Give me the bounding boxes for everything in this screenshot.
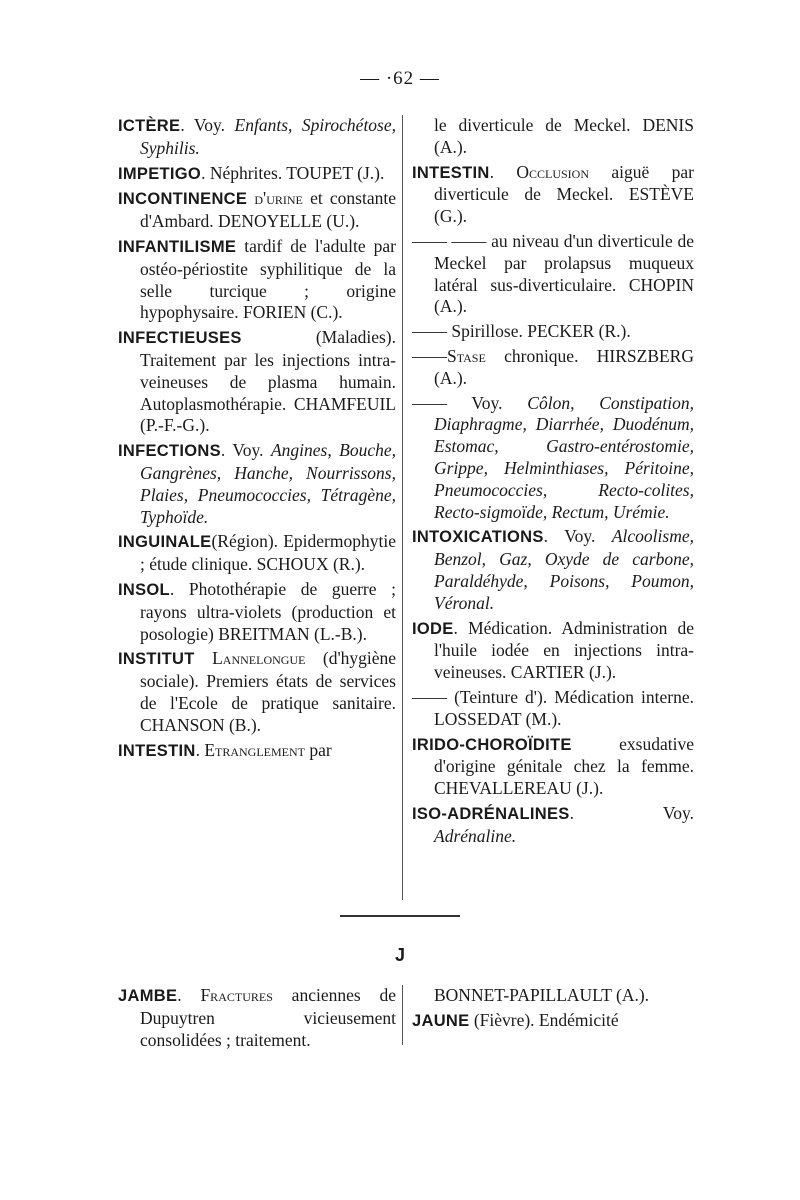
index-subentry <box>412 346 694 390</box>
entry-text: (Région). Epidermophytie ; étude clinique. SCHOUX (R.). <box>140 531 396 575</box>
entry-separator: . <box>453 617 469 638</box>
entry-text: chronique. HIRSZBERG (A.). <box>434 345 694 388</box>
entry-separator: . <box>180 115 194 135</box>
entry-text: (Fièvre). Endémicité <box>473 1009 619 1030</box>
index-entry <box>118 440 396 528</box>
entry-smallcaps: Stase <box>447 345 486 366</box>
index-entry <box>412 618 694 684</box>
entry-smallcaps: Occlusion <box>516 161 589 182</box>
entry-separator: . <box>569 802 663 823</box>
entry-crossref: Côlon, Constipation, Diaphragme, Diarrhée, Duodénum, Estomac, Gastro-entérostomie, Grippe, Helminthiases, Péritoine, Pneumococcies, Recto-colites, Recto-sigmoïde, Rectum, Urémie. <box>434 392 695 522</box>
continuation-text: BONNET-PAPILLAULT (A.). <box>434 985 650 1005</box>
entry-separator: . <box>177 985 201 1005</box>
entry-text: Médication. Administration de l'huile iodée en injections intra-veineuses. CARTIER (J.). <box>434 617 695 683</box>
entry-crossref: Angines, Bouche, Gangrènes, Hanche, Nourrissons, Plaies, Pneumococcies, Tétragène, Typhoïde. <box>140 440 397 527</box>
repeat-dash: —— <box>412 392 447 413</box>
index-subentry <box>412 393 694 524</box>
entry-smallcaps: Etranglement <box>204 739 306 760</box>
entry-heading: JAMBE <box>118 987 178 1005</box>
column-divider <box>402 115 403 900</box>
entry-heading: INTESTIN <box>118 741 196 760</box>
index-entry <box>118 188 396 233</box>
index-entry <box>412 803 694 848</box>
entry-text: (Maladies). Traitement par les injections intra-veineuses de plasma humain. Autoplasmothérapie. CHAMFEUIL (P.-F.-G.). <box>140 327 396 436</box>
entry-separator <box>572 734 619 754</box>
right-column <box>412 115 694 851</box>
index-subentry <box>412 231 694 318</box>
continuation-text: le diverticule de Meckel. DENIS (A.). <box>434 115 694 157</box>
entry-heading: INSOL <box>118 580 170 599</box>
entry-smallcaps: Lannelongue <box>212 648 306 669</box>
entry-separator: . <box>543 526 565 547</box>
entry-text: Photothérapie de guerre ; rayons ultra-violets (production et posologie) BREITMAN (L.-B.). <box>140 578 396 644</box>
entry-heading: IRIDO-CHOROÏDITE <box>412 735 572 754</box>
entry-heading: IMPETIGO <box>118 164 202 183</box>
entry-text: Voy. <box>193 115 235 135</box>
entry-crossref: Enfants, Spirochétose, Syphilis. <box>140 115 397 158</box>
entry-text: exsudative d'origine génitale chez la femme. CHEVALLEREAU (J.). <box>434 733 694 799</box>
entry-separator <box>242 327 316 347</box>
entry-heading: INGUINALE <box>118 533 212 552</box>
entry-text: Voy. <box>662 802 694 823</box>
bottom-right-column <box>412 985 694 1036</box>
entry-text: tardif de l'adulte par ostéo-périostite syphilitique de la selle turcique ; origine hypophysaire. FORIEN (C.). <box>140 235 396 323</box>
index-entry <box>412 734 694 800</box>
entry-heading: ICTÈRE <box>118 117 181 135</box>
entry-heading: JAUNE <box>412 1011 470 1030</box>
index-subentry <box>412 321 694 343</box>
entry-heading: INFANTILISME <box>118 237 237 256</box>
index-entry <box>412 162 694 228</box>
entry-heading: INTESTIN <box>412 163 490 182</box>
index-entry <box>412 1010 694 1033</box>
entry-heading: INSTITUT <box>118 650 195 669</box>
index-subentry <box>412 687 694 731</box>
entry-text: Spirillose. PECKER (R.). <box>447 321 631 342</box>
entry-separator: . <box>169 578 189 599</box>
entry-text: Voy. <box>564 526 612 547</box>
entry-text: anciennes de Dupuytren vicieusement consolidées ; traitement. <box>140 985 396 1050</box>
entry-separator: . <box>201 162 210 183</box>
entry-text: Voy. <box>232 440 271 461</box>
entry-smallcaps: d'urine <box>254 188 303 209</box>
left-column <box>118 115 396 765</box>
entry-crossref: Adrénaline. <box>434 825 517 846</box>
entry-text: Néphrites. TOUPET (J.). <box>209 162 385 183</box>
entry-text: par <box>305 739 332 760</box>
bottom-left-column <box>118 985 396 1054</box>
repeat-dash: —— <box>412 686 447 707</box>
repeat-dash: —— —— <box>412 230 487 251</box>
entry-crossref: Alcoolisme, Benzol, Gaz, Oxyde de carbone, Paraldéhyde, Poisons, Poumon, Véronal. <box>434 526 694 613</box>
entry-smallcaps: Fractures <box>200 985 273 1005</box>
index-entry <box>118 236 396 324</box>
index-entry <box>118 163 396 186</box>
entry-text: au niveau d'un diverticule de Meckel par prolapsus muqueux latéral sus-diverticulaire. CHOPIN (A.). <box>434 230 694 317</box>
entry-text: (Teinture d'). Médication interne. LOSSEDAT (M.). <box>434 686 694 729</box>
entry-heading: INFECTIONS <box>118 442 221 461</box>
repeat-dash: —— <box>412 321 447 342</box>
entry-separator: . <box>195 739 205 760</box>
page-number: — ·62 — <box>360 68 440 89</box>
entry-text: (d'hygiène sociale). Premiers états de services de l'Ecole de pratique sanitaire. CHANSON (B.). <box>140 648 396 735</box>
index-entry <box>118 985 396 1051</box>
entry-separator: . <box>489 161 517 182</box>
section-divider <box>340 915 460 917</box>
index-entry <box>118 115 396 160</box>
index-entry <box>118 648 396 736</box>
entry-separator <box>195 648 212 668</box>
section-letter: J <box>394 945 405 965</box>
index-entry <box>118 327 396 437</box>
repeat-dash: —— <box>412 345 447 366</box>
entry-heading: INCONTINENCE <box>118 190 248 209</box>
entry-heading: INTOXICATIONS <box>412 528 544 547</box>
entry-separator: . <box>220 440 233 461</box>
index-entry <box>118 579 396 645</box>
entry-heading: IODE <box>412 619 454 638</box>
index-entry <box>412 526 694 614</box>
entry-heading: ISO-ADRÉNALINES <box>412 804 570 823</box>
entry-text: Voy. <box>447 392 528 413</box>
entry-text: et constante d'Ambard. DENOYELLE (U.). <box>140 188 396 232</box>
index-entry <box>118 740 396 763</box>
entry-text: aiguë par diverticule de Meckel. ESTÈVE (G.). <box>434 161 695 227</box>
index-entry <box>118 531 396 576</box>
entry-heading: INFECTIEUSES <box>118 329 242 348</box>
bottom-column-divider <box>402 985 403 1045</box>
